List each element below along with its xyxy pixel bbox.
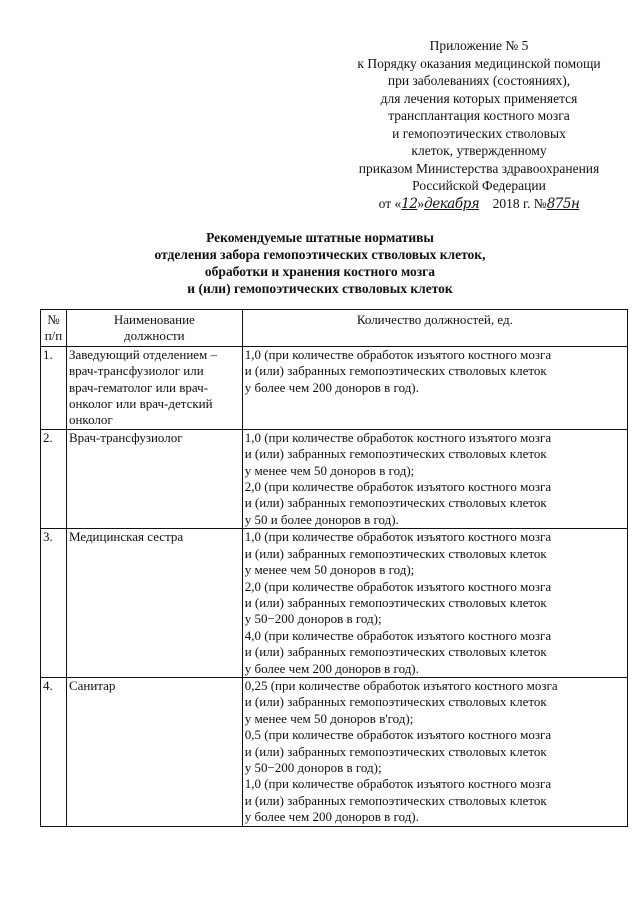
order-year: 2018 г. №: [492, 195, 547, 211]
quantity-line: 1,0 (при количестве обработок изъятого костного мозга: [244, 346, 552, 362]
quantity-line: 1,0 (при количестве обработок изъятого костного мозга: [244, 529, 552, 545]
annex-block: [318, 37, 640, 213]
quantity-cell: [242, 346, 627, 429]
row-number: 1.: [41, 346, 67, 429]
quantity-line: 0,5 (при количестве обработок изъятого костного мозга: [244, 727, 552, 743]
quantity-line: и (или) забранных гемопоэтических стволовых клеток: [244, 743, 547, 759]
annex-line: Приложение № 5: [429, 38, 529, 53]
staff-table: [40, 309, 628, 827]
order-date-line: [318, 195, 640, 214]
quantity-line: у 50−200 доноров в год);: [244, 759, 382, 775]
quantity-line: 1,0 (при количестве обработок изъятого костного мозга: [244, 776, 552, 792]
position-line: врач-трансфузиолог или: [68, 363, 204, 379]
position-line: онколог или врач-детский: [68, 396, 213, 412]
quantity-line: у менее чем 50 доноров в'год);: [244, 710, 414, 726]
quantity-line: 4,0 (при количестве обработок изъятого костного мозга: [244, 627, 552, 643]
position-line: онколог: [68, 412, 113, 428]
position-cell: [66, 346, 242, 429]
position-line: Санитар: [68, 677, 116, 693]
quantity-line: 0,25 (при количестве обработок изъятого костного мозга: [244, 677, 558, 693]
quantity-cell: [242, 677, 627, 826]
heading-line: обработки и хранения костного мозга: [204, 264, 436, 279]
position-cell: [66, 429, 242, 528]
annex-line: приказом Министерства здравоохранения: [358, 160, 600, 176]
table-row: [41, 529, 628, 678]
quantity-line: и (или) забранных гемопоэтических стволовых клеток: [244, 545, 547, 561]
heading-line: и (или) гемопоэтических стволовых клеток: [187, 281, 453, 296]
quantity-line: у менее чем 50 доноров в год);: [244, 462, 415, 478]
header-position-line: должности: [124, 328, 185, 344]
order-day: 12: [401, 195, 418, 212]
quantity-line: 1,0 (при количестве обработок костного изъятого мозга: [244, 429, 552, 445]
order-quote-close: »: [417, 195, 425, 211]
row-number: 2.: [41, 429, 67, 528]
header-num-line: п/п: [44, 328, 63, 344]
annex-line: клеток, утвержденному: [411, 143, 547, 158]
table-row: [41, 429, 628, 528]
quantity-line: у менее чем 50 доноров в год);: [244, 562, 415, 578]
quantity-line: у более чем 200 доноров в год).: [244, 809, 419, 825]
table-row: [41, 346, 628, 429]
quantity-line: у 50−200 доноров в год);: [244, 611, 382, 627]
order-prefix: от «: [378, 195, 402, 211]
position-cell: [66, 677, 242, 826]
quantity-line: у более чем 200 доноров в год).: [244, 379, 419, 395]
position-cell: [66, 529, 242, 678]
header-position-line: Наименование: [113, 312, 195, 327]
position-line: Врач-трансфузиолог: [68, 429, 183, 445]
quantity-line: 2,0 (при количестве обработок изъятого костного мозга: [244, 479, 552, 495]
quantity-line: у 50 и более доноров в год).: [244, 511, 399, 527]
row-number: 3.: [41, 529, 67, 678]
annex-line: и гемопоэтических стволовых: [392, 125, 566, 141]
document-heading: [0, 229, 640, 297]
quantity-line: и (или) забранных гемопоэтических стволовых клеток: [244, 694, 547, 710]
quantity-line: и (или) забранных гемопоэтических стволовых клеток: [244, 594, 547, 610]
position-line: Заведующий отделением –: [68, 346, 218, 362]
quantity-line: и (или) забранных гемопоэтических стволовых клеток: [244, 446, 547, 462]
header-num-line: №: [47, 312, 60, 327]
table-row: [41, 677, 628, 826]
quantity-line: и (или) забранных гемопоэтических стволовых клеток: [244, 363, 547, 379]
quantity-cell: [242, 529, 627, 678]
annex-line: при заболеваниях (состояниях),: [387, 73, 571, 88]
quantity-line: и (или) забранных гемопоэтических стволовых клеток: [244, 792, 547, 808]
quantity-cell: [242, 429, 627, 528]
position-line: Медицинская сестра: [68, 529, 184, 545]
quantity-line: 2,0 (при количестве обработок изъятого костного мозга: [244, 578, 552, 594]
quantity-line: и (или) забранных гемопоэтических стволовых клеток: [244, 495, 547, 511]
annex-line: к Порядку оказания медицинской помощи: [357, 55, 601, 71]
order-number: 875н: [546, 195, 580, 212]
quantity-line: у более чем 200 доноров в год).: [244, 660, 419, 676]
quantity-line: и (или) забранных гемопоэтических стволовых клеток: [244, 644, 547, 660]
header-num: [41, 310, 67, 347]
header-quantity: [242, 310, 627, 347]
annex-line: трансплантация костного мозга: [388, 108, 570, 123]
heading-line: отделения забора гемопоэтических стволовых клеток,: [154, 247, 486, 262]
header-quantity-text: Количество должностей, ед.: [356, 312, 513, 327]
annex-line: Российской Федерации: [412, 178, 546, 193]
heading-line: Рекомендуемые штатные нормативы: [206, 230, 434, 245]
row-number: 4.: [41, 677, 67, 826]
order-month: декабря: [424, 195, 480, 212]
position-line: врач-гематолог или врач-: [68, 379, 209, 395]
table-header-row: [41, 310, 628, 347]
header-position: [66, 310, 242, 347]
annex-line: для лечения которых применяется: [380, 90, 578, 106]
